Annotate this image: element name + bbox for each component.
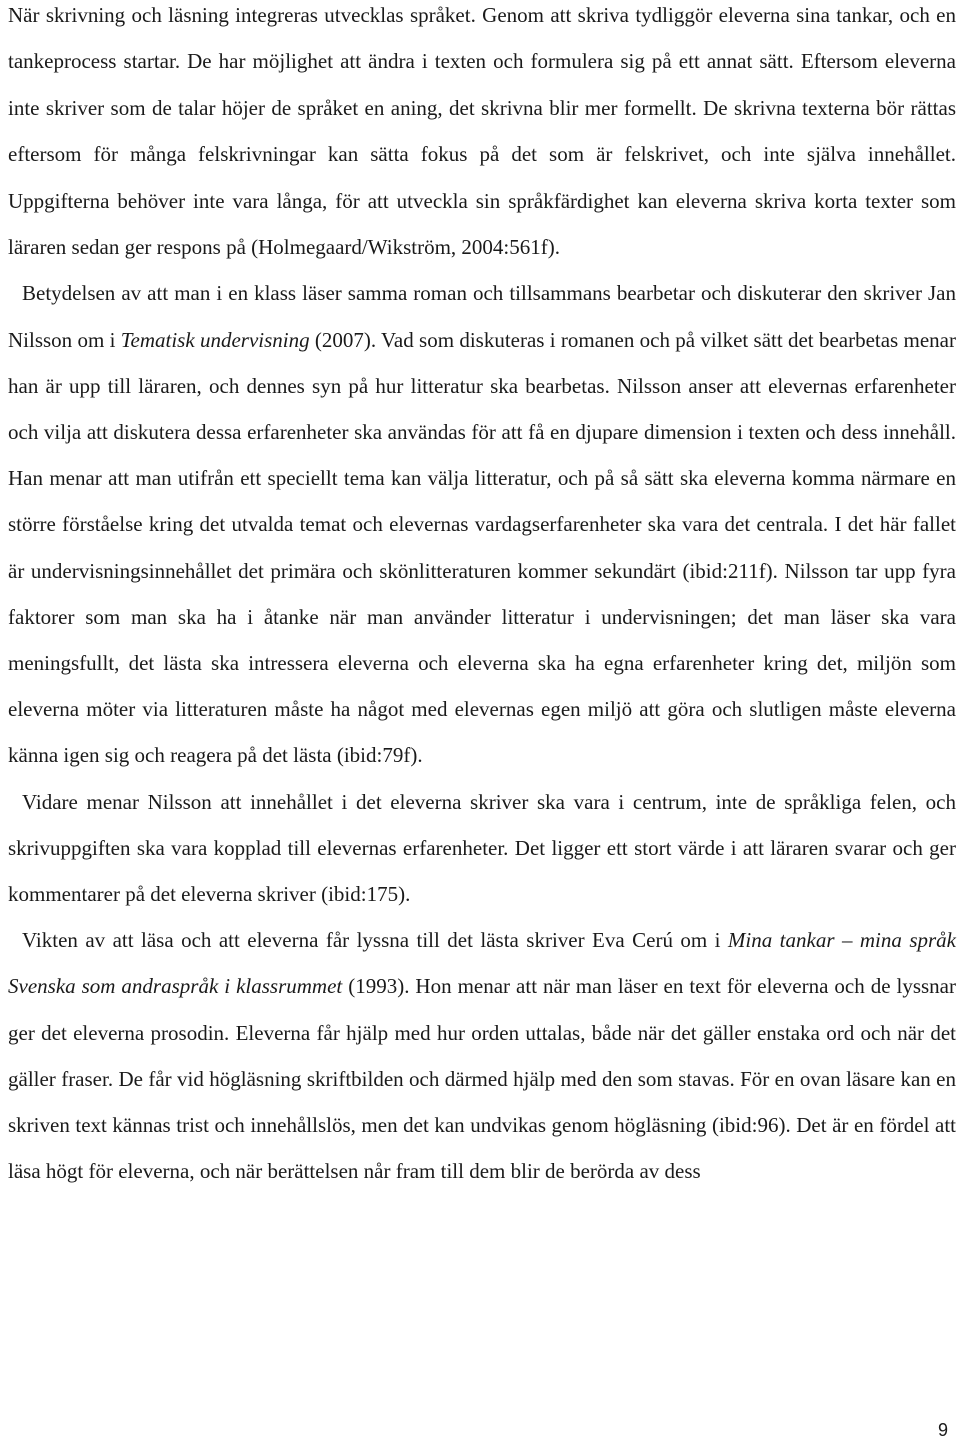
paragraph-text: (2007). Vad som diskuteras i romanen och på vilket sätt det bearbetas menar han är upp till läraren, och dennes syn på hur litteratur ska bearbetas. Nilsson anser att elevernas erfarenheter och vilja att diskutera dessa erfarenheter ska användas för att få en djupare dimension i texten och dess innehåll. Han menar att man utifrån ett speciellt tema kan välja litteratur, och på så sätt ska eleverna komma närmare en större förståelse kring det utvalda temat och elevernas vardagserfarenheter ska vara det centrala. I det här fallet är undervisningsinnehållet det primära och skönlitteraturen kommer sekundärt (ibid:211f). Nilsson tar upp fyra faktorer som man ska ha i åtanke när man använder litteratur i undervisningen; det man läser ska vara meningsfullt, det lästa ska intressera eleverna och eleverna ska ha egna erfarenheter kring det, miljön som eleverna möter via litteraturen måste ha något med elevernas egen miljö att göra och slutligen måste eleverna känna igen sig och reagera på det lästa (ibid:79f). xyxy=(8,327,956,768)
paragraph-text: Betydelsen av att man i en klass läser samma roman och tillsammans bearbetar och diskuterar den skriver Jan Nilsson om i xyxy=(8,281,956,352)
paragraph-text: (1993). Hon menar att när man läser en text för eleverna och de lyssnar ger det eleverna prosodin. Eleverna får hjälp med hur orden uttalas, både när det gäller enstaka ord och när det gäller fraser. De får vid högläsning skriftbilden och därmed hjälp med den som stavas. För en ovan läsare kan en skriven text kännas trist och innehållslös, men det kan undvikas genom högläsning (ibid:96). Det är en fördel att läsa högt för eleverna, och när berättelsen når fram till dem blir de berörda av dess xyxy=(8,974,956,1184)
document-page xyxy=(8,0,956,1195)
italic-title-text: Mina tankar – mina språk Svenska som andraspråk i klassrummet xyxy=(8,928,956,999)
page-number: 9 xyxy=(937,1420,948,1440)
italic-title-text: Tematisk undervisning xyxy=(120,327,310,352)
paragraph xyxy=(8,0,956,270)
paragraph xyxy=(8,779,956,918)
paragraph xyxy=(8,270,956,778)
paragraph-text: När skrivning och läsning integreras utvecklas språket. Genom att skriva tydliggör eleverna sina tankar, och en tankeprocess startar. De har möjlighet att ändra i texten och formulera sig på ett annat sätt. Eftersom eleverna inte skriver som de talar höjer de språket en aning, det skrivna blir mer formellt. De skrivna texterna bör rättas eftersom för många felskrivningar kan sätta fokus på det som är felskrivet, och inte själva innehållet. Uppgifterna behöver inte vara långa, för att utveckla sin språkfärdighet kan eleverna skriva korta texter som läraren sedan ger respons på (Holmegaard/Wikström, 2004:561f). xyxy=(8,3,956,260)
paragraph-text: Vikten av att läsa och att eleverna får lyssna till det lästa skriver Eva Cerú om i xyxy=(22,928,728,953)
paragraph xyxy=(8,917,956,1194)
paragraph-text: Vidare menar Nilsson att innehållet i det eleverna skriver ska vara i centrum, inte de språkliga felen, och skrivuppgiften ska vara kopplad till elevernas erfarenheter. Det ligger ett stort värde i att läraren svarar och ger kommentarer på det eleverna skriver (ibid:175). xyxy=(8,789,956,907)
